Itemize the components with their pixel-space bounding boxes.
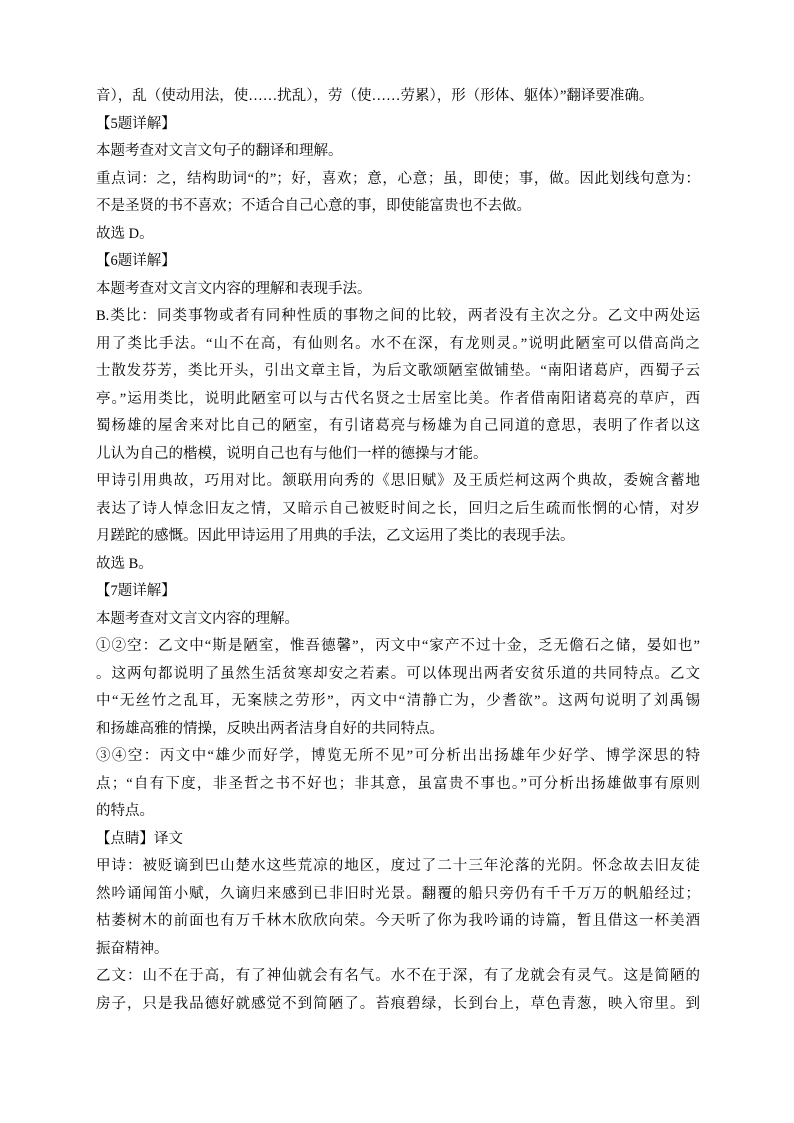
- text-line: 本题考查对文言文句子的翻译和理解。: [96, 143, 343, 159]
- text-line: ①②空：乙文中“斯是陋室，惟吾德馨”，丙文中“家产不过十金，乏无儋石之储，晏如也”: [96, 638, 700, 654]
- text-line: 音），乱（使动用法，使……扰乱），劳（使……劳累），形（形体、躯体）”翻译要准确。: [96, 88, 654, 104]
- text-line: 蜀杨雄的屋舍来对比自己的陋室，有引诸葛亮与杨雄为自己同道的意思，表明了作者以这: [96, 418, 700, 434]
- text-line: 本题考查对文言文内容的理解。: [96, 610, 299, 627]
- text-line: 重点词：之，结构助词“的”；好，喜欢；意，心意；虽，即使；事，做。因此划线句意为：: [96, 170, 700, 187]
- text-line: 月蹉跎的感慨。因此甲诗运用了用典的手法，乙文运用了类比的表现手法。: [96, 528, 575, 544]
- text-line: 故选 B。: [96, 555, 153, 572]
- text-line: 【7题详解】: [96, 583, 176, 599]
- text-line: 亭。”运用类比，说明此陋室可以与古代名贤之士居室比美。作者借南阳诸葛亮的草庐，西: [96, 390, 700, 407]
- text-line: 点；“自有下度，非圣哲之书不好也；非其意，虽富贵不事也。”可分析出扬雄做事有原则: [96, 775, 700, 792]
- text-line: 然吟诵闻笛小赋，久谪归来感到已非旧时光景。翻覆的船只旁仍有千千万万的帆船经过；: [96, 885, 700, 902]
- text-line: 振奋精神。: [96, 940, 169, 957]
- text-line: B.类比：同类事物或者有同种性质的事物之间的比较，两者没有主次之分。乙文中两处运: [96, 308, 700, 324]
- text-line: 表达了诗人悼念旧友之情，又暗示自己被贬时间之长，回归之后生疏而怅惘的心情，对岁: [96, 500, 700, 517]
- text-line: 用了类比手法。“山不在高，有仙则名。水不在深，有龙则灵。”说明此陋室可以借高尚之: [96, 335, 700, 352]
- text-line: 房子，只是我品德好就感觉不到简陋了。苔痕碧绿，长到台上，草色青葱，映入帘里。到: [96, 995, 700, 1012]
- text-line: 甲诗：被贬谪到巴山楚水这些荒凉的地区，度过了二十三年沦落的光阴。怀念故去旧友徒: [96, 858, 700, 874]
- text-line: 【5题详解】: [96, 115, 176, 132]
- text-line: 的特点。: [96, 803, 154, 819]
- text-line: ③④空：丙文中“雄少而好学，博览无所不见”可分析出出扬雄年少好学、博学深思的特: [96, 748, 700, 764]
- text-line: 和扬雄高雅的情操，反映出两者洁身自好的共同特点。: [96, 720, 444, 737]
- text-block: [96, 83, 700, 1018]
- text-line: 枯萎树木的前面也有万千林木欣欣向荣。今天听了你为我吟诵的诗篇，暂且借这一杯美酒: [96, 913, 700, 929]
- text-line: 。这两句都说明了虽然生活贫寒却安之若素。可以体现出两者安贫乐道的共同特点。乙文: [96, 665, 700, 682]
- text-line: 士散发芬芳，类比开头，引出文章主旨，为后文歌颂陋室做铺垫。“南阳诸葛庐，西蜀子云: [96, 363, 700, 379]
- text-line: 乙文：山不在于高，有了神仙就会有名气。水不在于深，有了龙就会有灵气。这是简陋的: [96, 968, 700, 984]
- text-line: 【点睛】译文: [96, 830, 183, 847]
- text-line: 故选 D。: [96, 225, 154, 242]
- text-line: 儿认为自己的楷模，说明自己也有与他们一样的德操与才能。: [96, 445, 488, 462]
- text-line: 甲诗引用典故，巧用对比。颔联用向秀的《思旧赋》及王质烂柯这两个典故，委婉含蓄地: [96, 473, 700, 489]
- text-line: 中“无丝竹之乱耳，无案牍之劳形”，丙文中“清静亡为，少耆欲”。这两句说明了刘禹锡: [96, 693, 700, 709]
- text-line: 本题考查对文言文内容的理解和表现手法。: [96, 280, 372, 297]
- text-line: 【6题详解】: [96, 253, 176, 269]
- text-line: 不是圣贤的书不喜欢；不适合自己心意的事，即使能富贵也不去做。: [96, 198, 531, 214]
